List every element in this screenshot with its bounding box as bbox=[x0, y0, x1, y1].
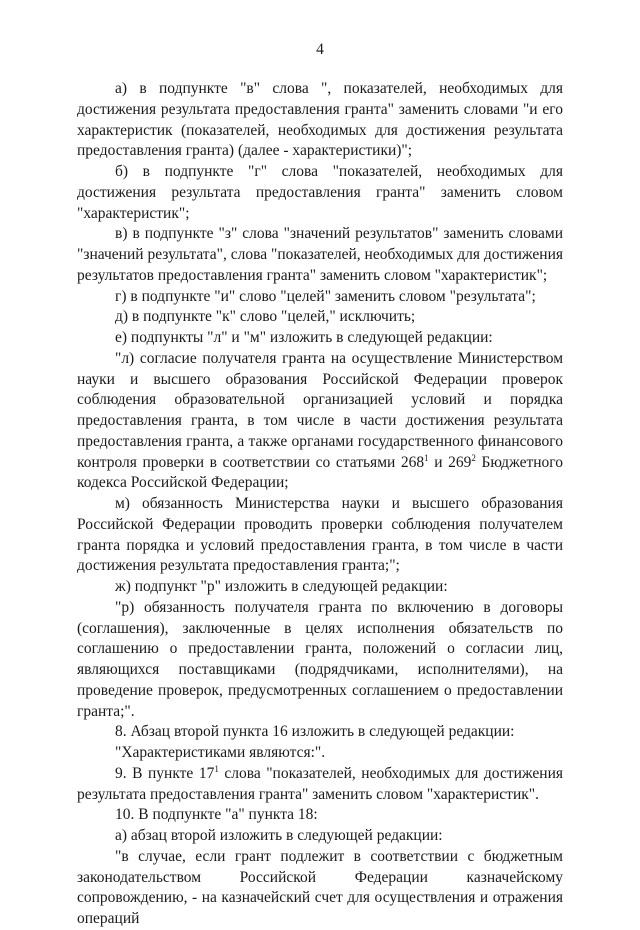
paragraph-zh: ж) подпункт "р" изложить в следующей редакции: bbox=[115, 578, 448, 595]
paragraph-a: а) в подпункте "в" слова ", показателей, необходимых для достижения результата предоставления гранта" заменить словами "и его характеристик (показателей, необходимых для достижения результата предоставления гранта) (далее - характеристики)"; bbox=[77, 80, 563, 160]
paragraph-9-pre: 9. В пункте 17 bbox=[115, 764, 215, 782]
paragraph-10-a: а) абзац второй изложить в следующей редакции: bbox=[115, 827, 443, 844]
paragraph-9 bbox=[77, 764, 563, 806]
paragraph-b: б) в подпункте "г" слова "показателей, необходимых для достижения результата предоставления гранта" заменить словом "характеристик"; bbox=[77, 163, 563, 222]
superscript: 1 bbox=[214, 763, 219, 774]
paragraph-v: в) в подпункте "з" слова "значений результатов" заменить словами "значений результата", слова "показателей, необходимых для достижения результатов предоставления гранта" заменить словом "характеристик"; bbox=[77, 225, 563, 284]
superscript: 1 bbox=[424, 452, 429, 463]
paragraph-l-pre: "л) согласие получателя гранта на осуществление Министерством науки и высшего образования Российской Федерации проверок соблюдения образовательной организацией условий и порядка предоставления гранта, в том числе в части достижения результата предоставления гранта, а также органами государственного финансового контроля проверки в соответствии со статьями 268 bbox=[77, 349, 563, 471]
paragraph-8: 8. Абзац второй пункта 16 изложить в следующей редакции: bbox=[115, 723, 515, 741]
paragraph-r: "р) обязанность получателя гранта по включению в договоры (соглашения), заключенные в целях исполнения обязательств по соглашению о предоставлении гранта, положений о согласии лиц, являющихся поставщиками (подрядчиками, исполнителями), на проведение проверок, предусмотренных соглашением о предоставлении гранта;". bbox=[77, 598, 563, 720]
paragraph-10: 10. В подпункте "а" пункта 18: bbox=[115, 806, 318, 824]
paragraph-l-mid: и 269 bbox=[428, 453, 472, 471]
paragraph-m: м) обязанность Министерства науки и высшего образования Российской Федерации проводить проверки соблюдения получателем гранта порядка и условий предоставления гранта, в том числе в части достижения результата предоставления гранта;"; bbox=[77, 495, 563, 575]
paragraph-l-post: Бюджетного кодекса Российской Федерации; bbox=[77, 453, 563, 492]
paragraph-l bbox=[77, 349, 563, 494]
document-body bbox=[77, 79, 563, 930]
paragraph-d: д) в подпункте "к" слово "целей," исключить; bbox=[115, 308, 416, 326]
paragraph-9-post: слова "показателей, необходимых для достижения результата предоставления гранта" заменить словом "характеристик". bbox=[77, 764, 563, 803]
paragraph-e: е) подпункты "л" и "м" изложить в следующей редакции: bbox=[115, 329, 493, 346]
paragraph-quote: "в случае, если грант подлежит в соответствии с бюджетным законодательством Российской Федерации казначейскому сопровождению, - на казначейский счет для осуществления и отражения операций bbox=[77, 847, 563, 927]
page-number: 4 bbox=[316, 41, 324, 58]
superscript: 2 bbox=[471, 452, 476, 463]
paragraph-characteristics: "Характеристиками являются:". bbox=[115, 744, 326, 761]
paragraph-g: г) в подпункте "и" слово "целей" заменить словом "результата"; bbox=[115, 287, 536, 305]
